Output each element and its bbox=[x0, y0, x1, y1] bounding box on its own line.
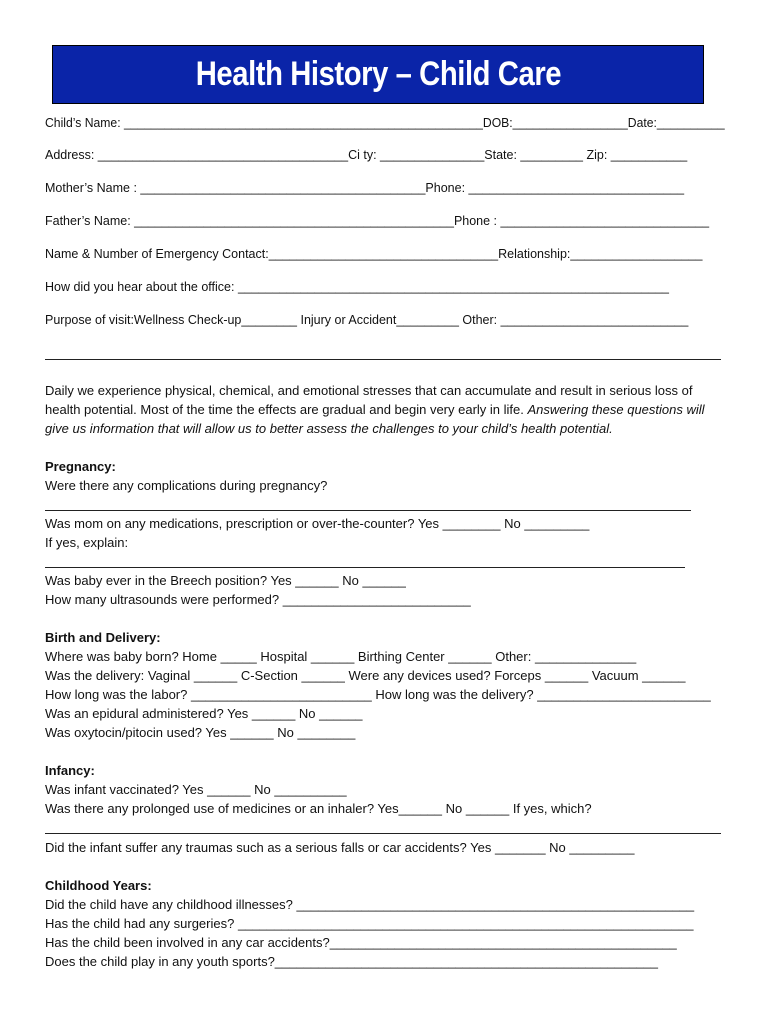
childhood-q3[interactable]: Has the child been involved in any car accidents?________________________________________________ bbox=[45, 935, 677, 950]
pregnancy-q3: If yes, explain: bbox=[45, 535, 129, 550]
intro-italic-text: Answering these questions will give us information that will allow us to better assess the challenges to your child’s health potential. bbox=[45, 402, 705, 436]
childs-name-line[interactable]: Child’s Name: _____________________________________________________DOB:_________________Date:__________ bbox=[45, 116, 725, 130]
intro-text: Daily we experience physical, chemical, and emotional stresses that can accumulate and result in serious loss of health potential. Most of the time the effects are gradual and begin very early in life. bbox=[45, 383, 693, 417]
pregnancy-q2[interactable]: Was mom on any medications, prescription or over-the-counter? Yes ________ No _________ bbox=[45, 516, 590, 531]
childhood-q1[interactable]: Did the child have any childhood illnesses? _______________________________________________________ bbox=[45, 897, 695, 912]
referral-line[interactable]: How did you hear about the office: ______________________________________________________________ bbox=[45, 280, 669, 294]
birth-q5[interactable]: Was oxytocin/pitocin used? Yes ______ No ________ bbox=[45, 725, 356, 740]
mothers-name-line[interactable]: Mother’s Name : _________________________________________Phone: _______________________________ bbox=[45, 181, 685, 195]
pregnancy-q5[interactable]: How many ultrasounds were performed? __________________________ bbox=[45, 592, 471, 607]
pregnancy-q3-answer-line[interactable] bbox=[45, 567, 685, 568]
infancy-q1[interactable]: Was infant vaccinated? Yes ______ No __________ bbox=[45, 782, 347, 797]
intro-paragraph bbox=[45, 381, 725, 438]
birth-q1[interactable]: Where was baby born? Home _____ Hospital ______ Birthing Center ______ Other: ______________ bbox=[45, 649, 637, 664]
pregnancy-q1-answer-line[interactable] bbox=[45, 510, 691, 511]
infancy-q2-answer-line[interactable] bbox=[45, 833, 721, 834]
birth-heading: Birth and Delivery: bbox=[45, 630, 161, 645]
title-banner bbox=[52, 45, 704, 104]
birth-q4[interactable]: Was an epidural administered? Yes ______ No ______ bbox=[45, 706, 363, 721]
childhood-q2[interactable]: Has the child had any surgeries? _______________________________________________________________ bbox=[45, 916, 694, 931]
pregnancy-q4[interactable]: Was baby ever in the Breech position? Yes ______ No ______ bbox=[45, 573, 406, 588]
pregnancy-q1: Were there any complications during pregnancy? bbox=[45, 478, 328, 493]
address-line[interactable]: Address: ____________________________________Ci ty: _______________State: _________ Zip: ___________ bbox=[45, 148, 688, 162]
pregnancy-heading: Pregnancy: bbox=[45, 459, 116, 474]
divider-line bbox=[45, 359, 721, 360]
birth-q3[interactable]: How long was the labor? _________________________ How long was the delivery? ________________________ bbox=[45, 687, 711, 702]
childhood-heading: Childhood Years: bbox=[45, 878, 152, 893]
childhood-q4[interactable]: Does the child play in any youth sports?_____________________________________________________ bbox=[45, 954, 658, 969]
birth-q2[interactable]: Was the delivery: Vaginal ______ C-Section ______ Were any devices used? Forceps ______ Vacuum ______ bbox=[45, 668, 686, 683]
page-title: Health History – Child Care bbox=[195, 55, 561, 93]
fathers-name-line[interactable]: Father’s Name: ______________________________________________Phone : ______________________________ bbox=[45, 214, 710, 228]
infancy-heading: Infancy: bbox=[45, 763, 95, 778]
infancy-q2[interactable]: Was there any prolonged use of medicines or an inhaler? Yes______ No ______ If yes, which? bbox=[45, 801, 592, 816]
emergency-contact-line[interactable]: Name & Number of Emergency Contact:_________________________________Relationship:___________________ bbox=[45, 247, 703, 261]
purpose-of-visit-line[interactable]: Purpose of visit:Wellness Check-up________ Injury or Accident_________ Other: ___________________________ bbox=[45, 313, 689, 327]
infancy-q3[interactable]: Did the infant suffer any traumas such as a serious falls or car accidents? Yes _______ No _________ bbox=[45, 840, 635, 855]
